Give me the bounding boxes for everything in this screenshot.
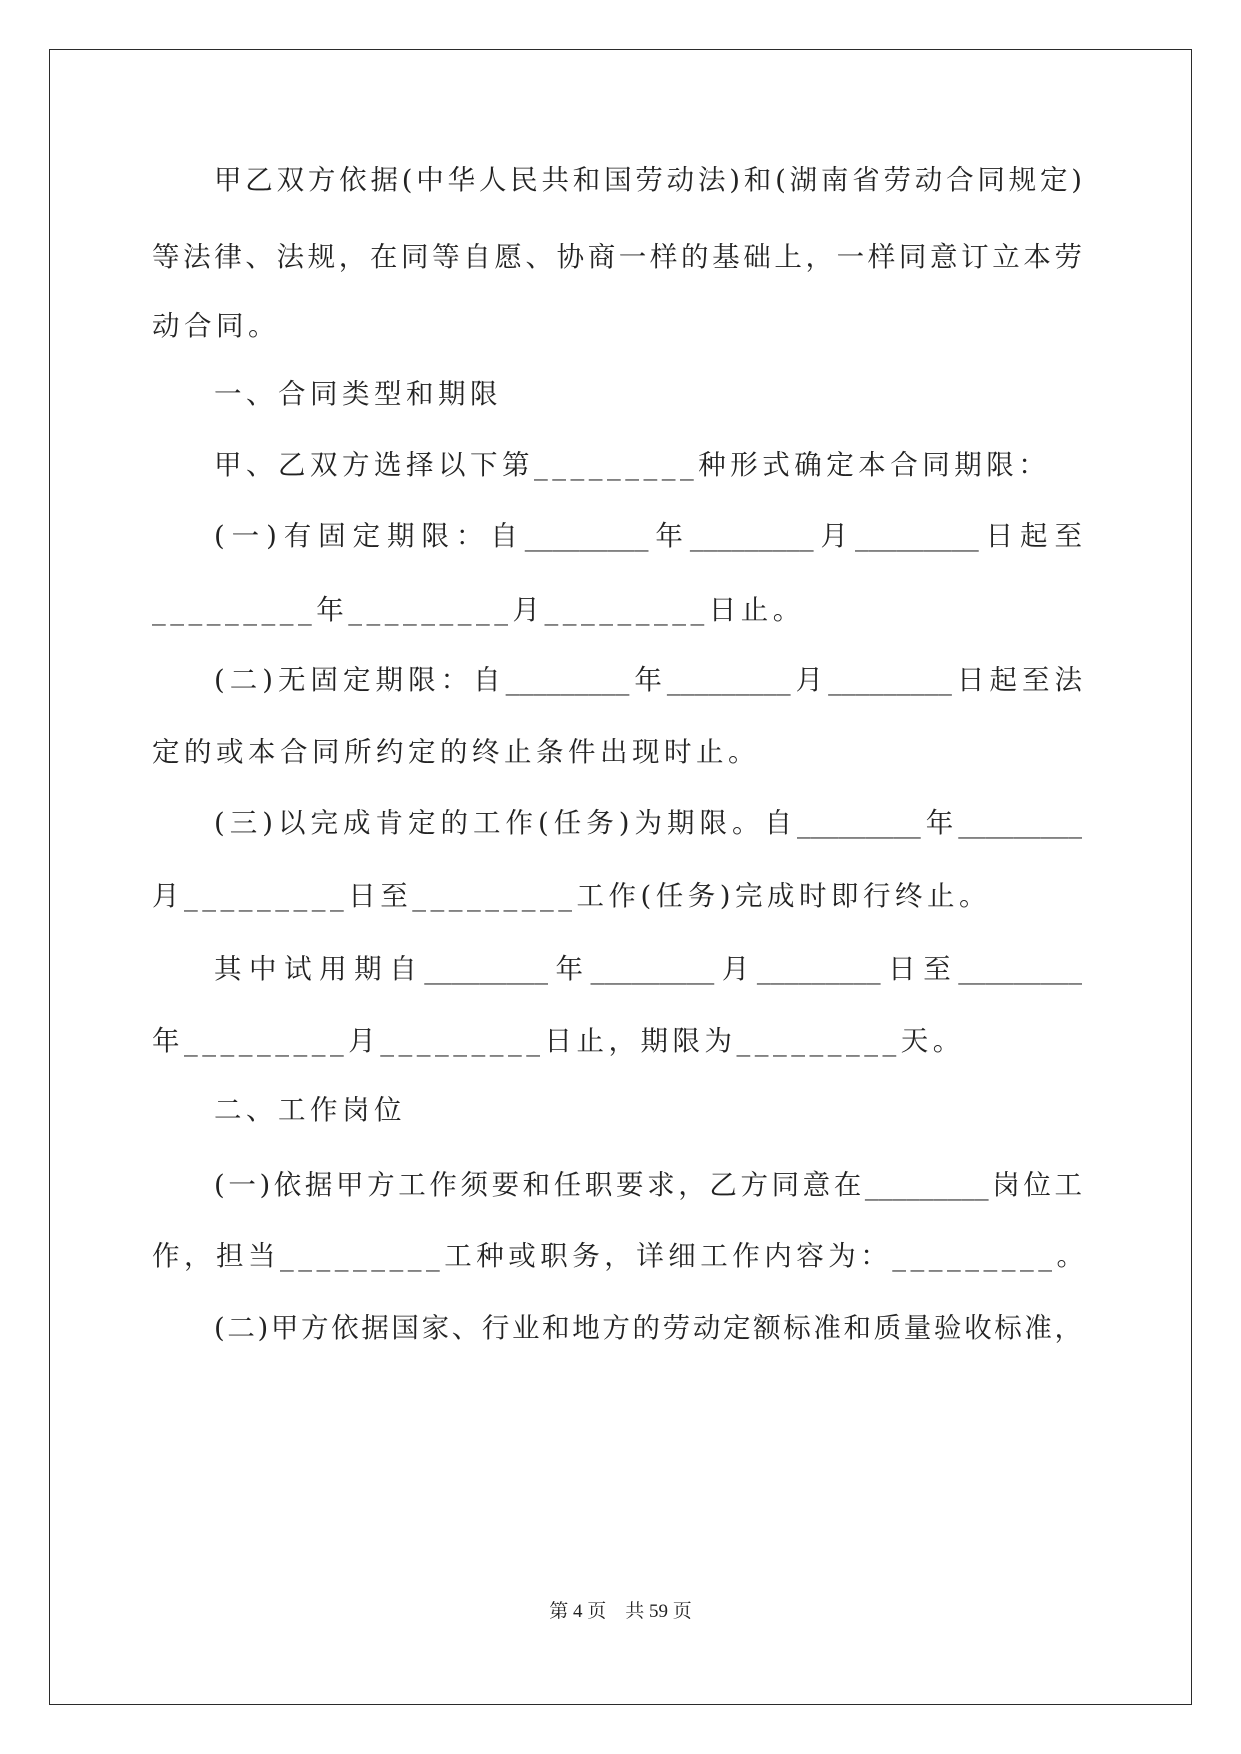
- paragraph-line: 作，担当_________工种或职务，详细工作内容为：_________。: [152, 1240, 1089, 1272]
- paragraph-line: _________年_________月_________日止。: [152, 594, 805, 626]
- paragraph-line: 动合同。: [152, 310, 280, 342]
- paragraph-line: (一)有固定期限：自_________年_________月_________日起至: [214, 520, 1082, 552]
- paragraph-line: 月_________日至_________工作(任务)完成时即行终止。: [152, 880, 991, 912]
- paragraph-line: 其中试用期自_________年_________月_________日至_________: [214, 953, 1082, 985]
- paragraph-line: 等法律、法规，在同等自愿、协商一样的基础上，一样同意订立本劳: [152, 241, 1082, 273]
- paragraph-line: (二)无固定期限：自_________年_________月_________日起至法: [214, 664, 1082, 696]
- paragraph-line: (一)依据甲方工作须要和任职要求，乙方同意在_________岗位工: [214, 1169, 1082, 1201]
- paragraph-line: 甲乙双方依据(中华人民共和国劳动法)和(湖南省劳动合同规定): [214, 164, 1082, 196]
- paragraph-line: 定的或本合同所约定的终止条件出现时止。: [152, 736, 760, 768]
- paragraph-line: (三)以完成肯定的工作(任务)为期限。自_________年_________: [214, 807, 1082, 839]
- section-heading: 一、合同类型和期限: [214, 378, 502, 410]
- section-heading: 二、工作岗位: [214, 1094, 406, 1126]
- page-number: 第 4 页 共 59 页: [549, 1601, 692, 1622]
- paragraph-line: (二)甲方依据国家、行业和地方的劳动定额标准和质量验收标准，: [214, 1312, 1082, 1344]
- paragraph-line: 甲、乙双方选择以下第_________种形式确定本合同期限：: [214, 449, 1051, 481]
- paragraph-line: 年_________月_________日止，期限为_________天。: [152, 1025, 965, 1057]
